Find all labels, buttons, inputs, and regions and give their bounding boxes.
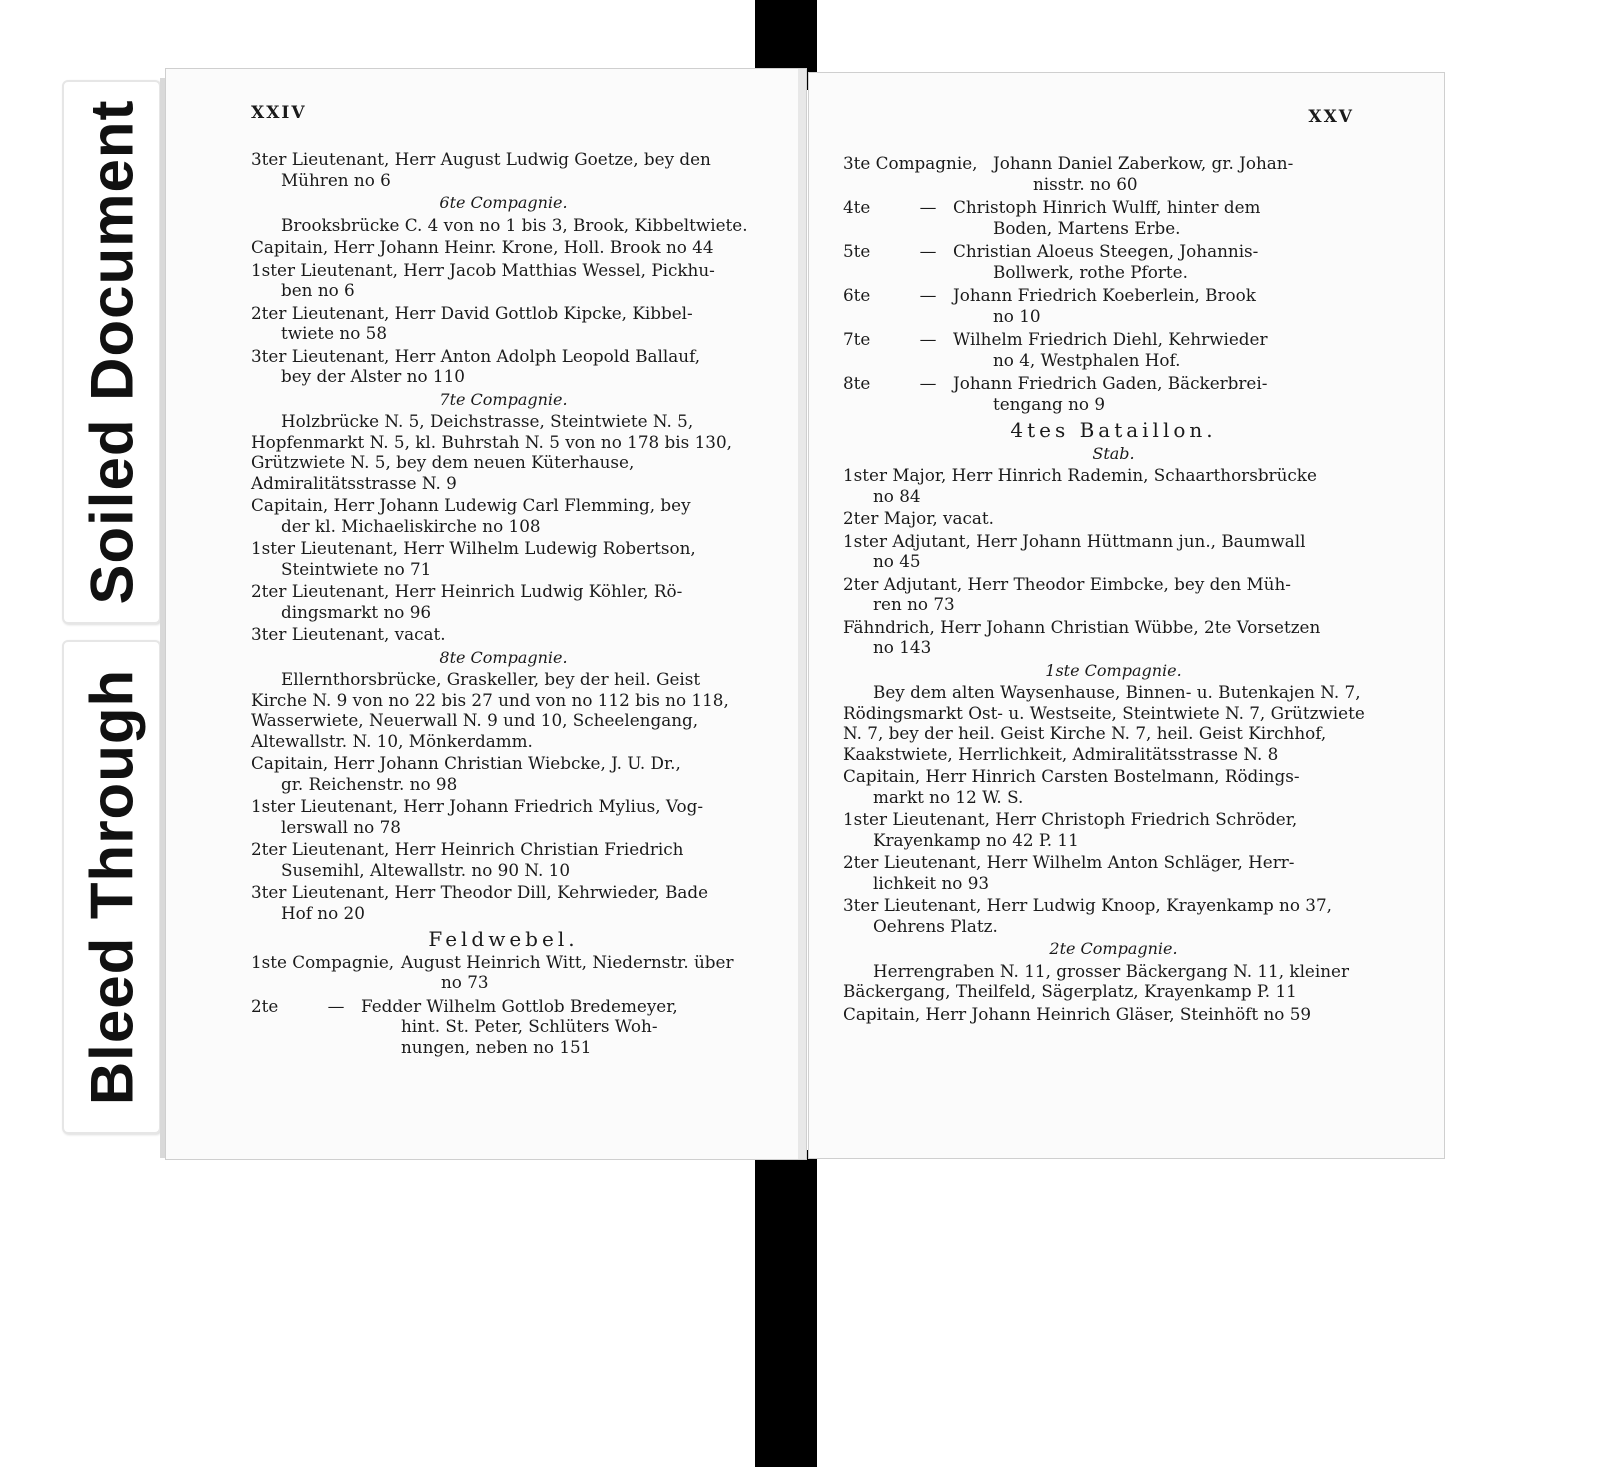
officer-entry bbox=[843, 852, 1384, 893]
company-holder bbox=[953, 329, 1384, 370]
entry-line: 1ster Lieutenant, Herr Wilhelm Ludewig Robertson, bbox=[251, 538, 696, 558]
entry-line: August Heinrich Witt, Niedernstr. über bbox=[401, 951, 734, 972]
entry-continuation: Bollwerk, rothe Pforte. bbox=[993, 261, 1188, 282]
officer-entry bbox=[251, 237, 756, 258]
company-holder bbox=[953, 241, 1384, 282]
officer-entry bbox=[251, 495, 756, 536]
officer-entry bbox=[843, 809, 1384, 850]
entry-line: 3ter Lieutenant, Herr Theodor Dill, Kehrwieder, Bade bbox=[251, 882, 709, 902]
section-heading: 8te Compagnie. bbox=[439, 647, 568, 667]
entry-continuation: lichkeit no 93 bbox=[873, 872, 990, 893]
entry-continuation: der kl. Michaeliskirche no 108 bbox=[281, 515, 541, 536]
officer-entry bbox=[251, 346, 756, 387]
company-entry bbox=[843, 153, 1384, 194]
district-paragraph: Brooksbrücke C. 4 von no 1 bis 3, Brook, Kibbeltwiete. bbox=[281, 214, 748, 235]
entry-continuation: ben no 6 bbox=[281, 280, 355, 300]
company-number: 4te bbox=[843, 197, 871, 217]
entry-line: Fähndrich, Herr Johann Christian Wübbe, 2te Vorsetzen bbox=[843, 616, 1321, 637]
major-heading: Feldwebel. bbox=[428, 927, 579, 951]
district-paragraph: Ellernthorsbrücke, Graskeller, bey der heil. Geist Kirche N. 9 von no 22 bis 27 und von no 112 bis no 118, Wasserwiete, Neuerwall N. 9 und 10, Scheelengang, Altewallstr. N. 10, Mönkerdamm. bbox=[251, 669, 729, 751]
section-heading: Stab. bbox=[1092, 443, 1135, 463]
entry-continuation: ren no 73 bbox=[873, 594, 955, 614]
entry-continuation: twiete no 58 bbox=[281, 323, 388, 343]
company-holder bbox=[401, 952, 756, 993]
company-entry bbox=[843, 329, 1384, 370]
company-holder bbox=[361, 996, 756, 1058]
page-text bbox=[843, 153, 1384, 1026]
company-entry bbox=[843, 197, 1384, 238]
officer-entry bbox=[843, 766, 1384, 807]
entry-continuation: Krayenkamp no 42 P. 11 bbox=[873, 829, 1079, 850]
entry-line: Capitain, Herr Johann Ludewig Carl Flemming, bey bbox=[251, 495, 691, 515]
entry-continuation: no 73 bbox=[441, 972, 489, 992]
right-page bbox=[808, 72, 1445, 1159]
entry-line: 2ter Lieutenant, Herr Wilhelm Anton Schläger, Herr- bbox=[843, 852, 1295, 872]
page-number: XXIV bbox=[251, 103, 307, 123]
company-entry bbox=[843, 241, 1384, 282]
soiled-document-label bbox=[62, 80, 161, 624]
entry-continuation: lerswall no 78 bbox=[281, 816, 401, 837]
entry-continuation: nungen, neben no 151 bbox=[401, 1036, 592, 1057]
major-heading: 4tes Bataillon. bbox=[1010, 418, 1217, 442]
entry-continuation: Hof no 20 bbox=[281, 902, 365, 923]
entry-line: 2ter Lieutenant, Herr Heinrich Christian Friedrich bbox=[251, 839, 684, 859]
page-number: XXV bbox=[1308, 107, 1354, 127]
entry-line: Capitain, Herr Johann Heinrich Gläser, Steinhöft no 59 bbox=[843, 1003, 1312, 1024]
entry-continuation: no 10 bbox=[993, 305, 1041, 326]
entry-line: 3ter Lieutenant, Herr Anton Adolph Leopold Ballauf, bbox=[251, 345, 701, 366]
company-holder bbox=[953, 285, 1384, 326]
officer-entry bbox=[843, 508, 1384, 529]
entry-continuation: no 45 bbox=[873, 551, 921, 571]
entry-line: Johann Friedrich Koeberlein, Brook bbox=[953, 285, 1256, 305]
company-number: 1ste Compagnie, bbox=[251, 951, 395, 972]
entry-line: 3ter Lieutenant, Herr Ludwig Knoop, Krayenkamp no 37, bbox=[843, 895, 1332, 915]
district-paragraph: Herrengraben N. 11, grosser Bäckergang N. 11, kleiner Bäckergang, Theilfeld, Sägerplatz, Krayenkamp P. 11 bbox=[843, 960, 1349, 1001]
officer-entry bbox=[251, 538, 756, 579]
officer-entry bbox=[251, 796, 756, 837]
officer-entry bbox=[843, 574, 1384, 615]
entry-line: Capitain, Herr Johann Heinr. Krone, Holl. Brook no 44 bbox=[251, 237, 714, 257]
company-entry bbox=[251, 952, 756, 993]
entry-line: 3ter Lieutenant, Herr August Ludwig Goetze, bey den bbox=[251, 149, 711, 169]
bleed-through-text: Bleed Through bbox=[78, 668, 145, 1106]
entry-continuation: tengang no 9 bbox=[993, 393, 1106, 414]
left-page bbox=[165, 68, 807, 1160]
ditto-mark: — bbox=[919, 285, 937, 305]
entry-continuation: nisstr. no 60 bbox=[1033, 173, 1138, 194]
ditto-mark: — bbox=[919, 197, 937, 217]
entry-line: 1ster Adjutant, Herr Johann Hüttmann jun., Baumwall bbox=[843, 530, 1306, 551]
officer-entry bbox=[843, 465, 1384, 506]
entry-continuation: Mühren no 6 bbox=[281, 169, 391, 190]
company-entry bbox=[251, 996, 756, 1058]
section-heading: 2te Compagnie. bbox=[1049, 939, 1178, 958]
entry-continuation: no 4, Westphalen Hof. bbox=[993, 349, 1181, 370]
entry-line: 2ter Lieutenant, Herr Heinrich Ludwig Köhler, Rö- bbox=[251, 581, 683, 601]
section-heading: 6te Compagnie. bbox=[439, 193, 568, 212]
entry-line: 3ter Lieutenant, vacat. bbox=[251, 624, 446, 644]
officer-entry bbox=[251, 149, 756, 190]
soiled-document-text: Soiled Document bbox=[78, 99, 145, 605]
officer-entry bbox=[843, 895, 1384, 936]
company-entry bbox=[843, 373, 1384, 414]
entry-line: Wilhelm Friedrich Diehl, Kehrwieder bbox=[953, 329, 1268, 349]
entry-line: Capitain, Herr Hinrich Carsten Bostelmann, Rödings- bbox=[843, 766, 1300, 786]
ditto-mark: — bbox=[919, 241, 937, 261]
district-paragraph: Holzbrücke N. 5, Deichstrasse, Steintwiete N. 5, Hopfenmarkt N. 5, kl. Buhrstah N. 5 von no 178 bis 130, Grützwiete N. 5, bey dem neuen Küterhause, Admiralitätsstrasse N. 9 bbox=[251, 411, 732, 493]
entry-continuation: Boden, Martens Erbe. bbox=[993, 217, 1181, 238]
company-number: 2te bbox=[251, 995, 279, 1016]
officer-entry bbox=[251, 753, 756, 794]
entry-line: Fedder Wilhelm Gottlob Bredemeyer, bbox=[361, 995, 678, 1016]
entry-line: Johann Friedrich Gaden, Bäckerbrei- bbox=[953, 373, 1268, 393]
section-heading: 7te Compagnie. bbox=[439, 389, 568, 409]
entry-line: 2ter Major, vacat. bbox=[843, 508, 995, 528]
entry-line: Johann Daniel Zaberkow, gr. Johan- bbox=[993, 153, 1294, 173]
entry-line: 2ter Adjutant, Herr Theodor Eimbcke, bey den Müh- bbox=[843, 573, 1291, 594]
entry-line: 1ster Major, Herr Hinrich Rademin, Schaarthorsbrücke bbox=[843, 465, 1317, 485]
entry-continuation: markt no 12 W. S. bbox=[873, 786, 1024, 807]
entry-continuation: hint. St. Peter, Schlüters Woh- bbox=[401, 1016, 658, 1036]
officer-entry bbox=[251, 624, 756, 645]
ditto-mark: — bbox=[327, 995, 345, 1016]
officer-entry bbox=[843, 531, 1384, 572]
company-number: 5te bbox=[843, 241, 871, 261]
entry-line: Christoph Hinrich Wulff, hinter dem bbox=[953, 197, 1261, 217]
company-number: 6te bbox=[843, 285, 871, 305]
entry-continuation: bey der Alster no 110 bbox=[281, 366, 465, 386]
ditto-mark: — bbox=[919, 373, 937, 393]
section-heading: 1ste Compagnie. bbox=[1045, 660, 1182, 680]
entry-continuation: Steintwiete no 71 bbox=[281, 558, 432, 579]
entry-line: Capitain, Herr Johann Christian Wiebcke, J. U. Dr., bbox=[251, 753, 681, 773]
entry-line: 1ster Lieutenant, Herr Johann Friedrich Mylius, Vog- bbox=[251, 796, 704, 816]
officer-entry bbox=[251, 581, 756, 622]
entry-line: 1ster Lieutenant, Herr Christoph Friedrich Schröder, bbox=[843, 809, 1298, 829]
page-text bbox=[251, 149, 756, 1060]
entry-line: 1ster Lieutenant, Herr Jacob Matthias Wessel, Pickhu- bbox=[251, 259, 715, 280]
officer-entry bbox=[251, 303, 756, 344]
ditto-mark: — bbox=[919, 329, 937, 349]
entry-continuation: gr. Reichenstr. no 98 bbox=[281, 773, 458, 794]
company-holder bbox=[953, 197, 1384, 238]
company-number: 3te Compagnie, bbox=[843, 153, 978, 173]
district-paragraph: Bey dem alten Waysenhause, Binnen- u. Butenkajen N. 7, Rödingsmarkt Ost- u. Westseite, Steintwiete N. 7, Grützwiete N. 7, bey der heil. Geist Kirche N. 7, heil. Geist Kirchhof, Kaakstwiete, Herrlichkeit, Admiralitätsstrasse N. 8 bbox=[843, 682, 1365, 764]
officer-entry bbox=[251, 260, 756, 301]
officer-entry bbox=[843, 617, 1384, 658]
entry-line: 2ter Lieutenant, Herr David Gottlob Kipcke, Kibbel- bbox=[251, 302, 693, 323]
officer-entry bbox=[843, 1004, 1384, 1025]
bleed-through-label bbox=[62, 640, 161, 1134]
company-number: 7te bbox=[843, 329, 871, 349]
company-holder bbox=[993, 153, 1384, 194]
company-number: 8te bbox=[843, 373, 871, 393]
entry-continuation: Oehrens Platz. bbox=[873, 915, 998, 936]
book-spine-bottom bbox=[755, 1150, 817, 1467]
entry-continuation: no 143 bbox=[873, 637, 932, 657]
entry-continuation: no 84 bbox=[873, 485, 921, 506]
entry-continuation: Susemihl, Altewallstr. no 90 N. 10 bbox=[281, 859, 570, 880]
company-holder bbox=[953, 373, 1384, 414]
company-entry bbox=[843, 285, 1384, 326]
officer-entry bbox=[251, 882, 756, 923]
officer-entry bbox=[251, 839, 756, 880]
entry-continuation: dingsmarkt no 96 bbox=[281, 601, 432, 622]
entry-line: Christian Aloeus Steegen, Johannis- bbox=[953, 241, 1259, 261]
